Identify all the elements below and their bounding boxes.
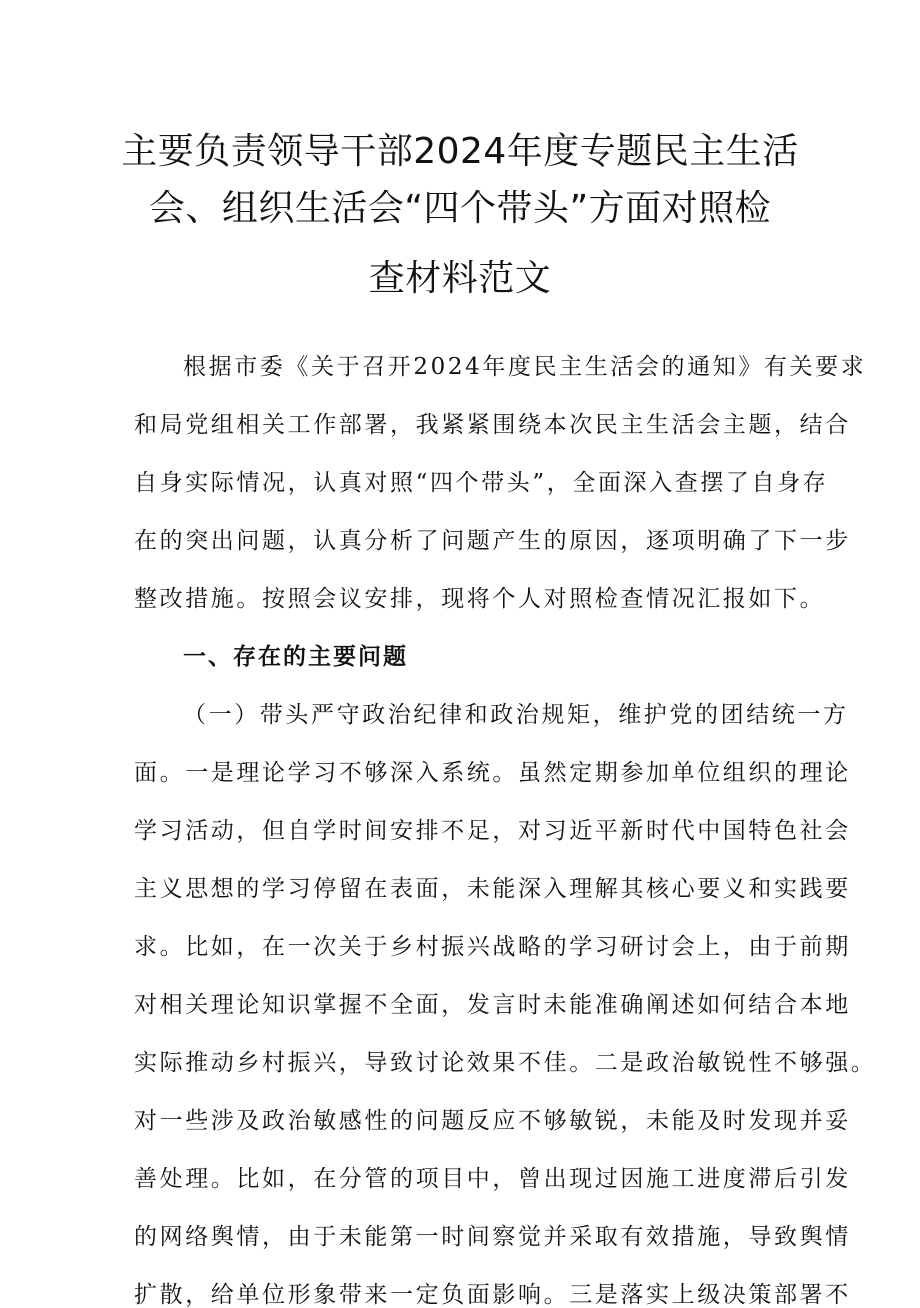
document-title-line-1: 主要负责领导干部2024年度专题民主生活	[121, 131, 799, 172]
section-line-9: 善处理。比如，在分管的项目中，曾出现过因施工进度滞后引发	[134, 1166, 851, 1192]
intro-line-5: 整改措施。按照会议安排，现将个人对照检查情况汇报如下。	[134, 586, 826, 612]
section-line-3: 学习活动，但自学时间安排不足，对习近平新时代中国特色社会	[134, 818, 851, 844]
intro-line-1: 根据市委《关于召开2024年度民主生活会的通知》有关要求	[183, 354, 867, 380]
section-heading: 一、存在的主要问题	[183, 644, 408, 670]
section-line-4: 主义思想的学习停留在表面，未能深入理解其核心要义和实践要	[134, 876, 851, 902]
document-title-line-3: 查材料范文	[368, 258, 552, 299]
section-line-2: 面。一是理论学习不够深入系统。虽然定期参加单位组织的理论	[134, 760, 851, 786]
section-line-8: 对一些涉及政治敏感性的问题反应不够敏锐，未能及时发现并妥	[134, 1108, 851, 1134]
section-line-1: （一）带头严守政治纪律和政治规矩，维护党的团结统一方	[183, 702, 849, 728]
intro-line-3: 自身实际情况，认真对照“四个带头”，全面深入查摆了自身存	[134, 470, 829, 496]
intro-line-2: 和局党组相关工作部署，我紧紧围绕本次民主生活会主题，结合	[134, 412, 851, 438]
section-line-7: 实际推动乡村振兴，导致讨论效果不佳。二是政治敏锐性不够强。	[134, 1050, 877, 1076]
section-line-11: 扩散，给单位形象带来一定负面影响。三是落实上级决策部署不	[134, 1282, 851, 1308]
intro-line-4: 在的突出问题，认真分析了问题产生的原因，逐项明确了下一步	[134, 528, 851, 554]
section-line-10: 的网络舆情，由于未能第一时间察觉并采取有效措施，导致舆情	[134, 1224, 851, 1250]
section-line-6: 对相关理论知识掌握不全面，发言时未能准确阐述如何结合本地	[134, 992, 851, 1018]
document-title-line-2: 会、组织生活会“四个带头”方面对照检	[148, 188, 772, 229]
section-line-5: 求。比如，在一次关于乡村振兴战略的学习研讨会上，由于前期	[134, 934, 851, 960]
